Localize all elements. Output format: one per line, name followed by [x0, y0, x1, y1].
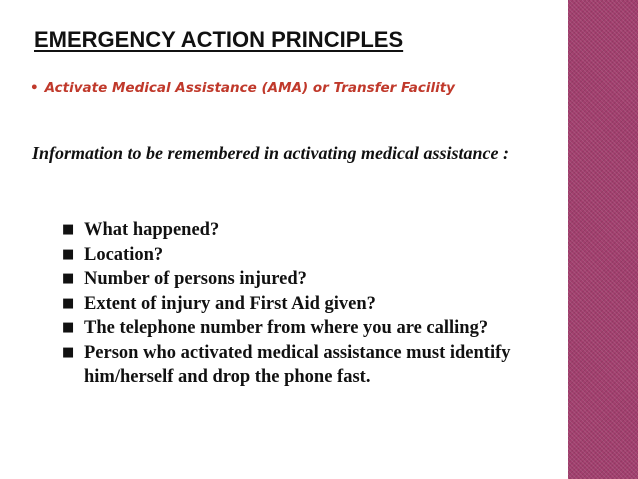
subtitle [30, 80, 455, 96]
intro-text: Information to be remembered in activating medical assistance : [32, 143, 509, 163]
list-item-text: Number of persons injured? [84, 269, 307, 289]
list-item [62, 292, 602, 317]
list-item-text: The telephone number from where you are calling? [84, 318, 489, 338]
list-item-text: What happened? [84, 220, 220, 240]
list-item-text: Location? [84, 244, 164, 265]
square-bullet-icon: ■ [62, 271, 75, 286]
list-item [62, 243, 602, 268]
info-list [62, 218, 602, 390]
bullet-icon: • [30, 80, 39, 96]
list-item [62, 218, 602, 243]
square-bullet-icon: ■ [62, 222, 75, 237]
square-bullet-icon: ■ [62, 344, 75, 360]
list-item [62, 341, 602, 390]
square-bullet-icon: ■ [62, 295, 75, 311]
list-item-text: Extent of injury and First Aid given? [84, 293, 376, 314]
square-bullet-icon: ■ [62, 320, 75, 335]
list-item [62, 267, 602, 292]
list-item [62, 316, 602, 341]
square-bullet-icon: ■ [62, 246, 75, 262]
subtitle-text: Activate Medical Assistance (AMA) or Transfer Facility [44, 80, 455, 96]
list-item-text: Person who activated medical assistance must identify him/herself and drop the phone fast. [84, 342, 511, 387]
slide-title: EMERGENCY ACTION PRINCIPLES [34, 27, 404, 52]
